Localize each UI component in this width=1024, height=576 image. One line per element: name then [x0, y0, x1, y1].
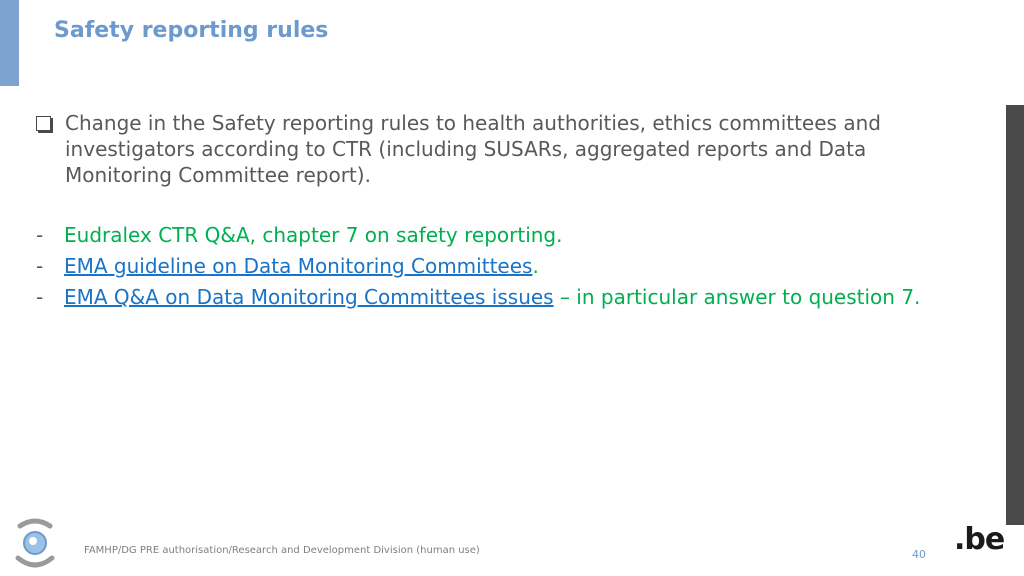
right-side-bar: [1006, 105, 1024, 525]
list-item-suffix: .: [532, 254, 539, 278]
main-bullet-text: Change in the Safety reporting rules to health authorities, ethics committees and investigators according to CTR (including SUSARs, aggregated reports and Data Monitoring Committee report).: [65, 111, 881, 187]
page-number: 40: [912, 548, 926, 561]
dash-marker: -: [36, 285, 44, 309]
footer-text: FAMHP/DG PRE authorisation/Research and Development Division (human use): [84, 545, 480, 556]
list-item: [36, 222, 976, 248]
dash-marker: -: [36, 254, 44, 278]
left-accent-bar: [0, 0, 19, 86]
famhp-logo-icon: [12, 516, 58, 570]
reference-list: [36, 222, 976, 315]
list-item: [36, 284, 976, 310]
dash-marker: -: [36, 223, 44, 247]
be-logo: .be: [954, 522, 1005, 557]
list-item: [36, 253, 976, 279]
list-item-suffix: – in particular answer to question 7.: [553, 285, 921, 309]
ema-qa-dmc-issues-link[interactable]: EMA Q&A on Data Monitoring Committees issues: [64, 285, 554, 309]
page-title: Safety reporting rules: [54, 18, 329, 43]
list-item-text: Eudralex CTR Q&A, chapter 7 on safety reporting.: [64, 223, 563, 247]
checkbox-bullet-icon: [36, 116, 51, 131]
ema-guideline-dmc-link[interactable]: EMA guideline on Data Monitoring Committees: [64, 254, 533, 278]
main-bullet: [36, 110, 976, 188]
